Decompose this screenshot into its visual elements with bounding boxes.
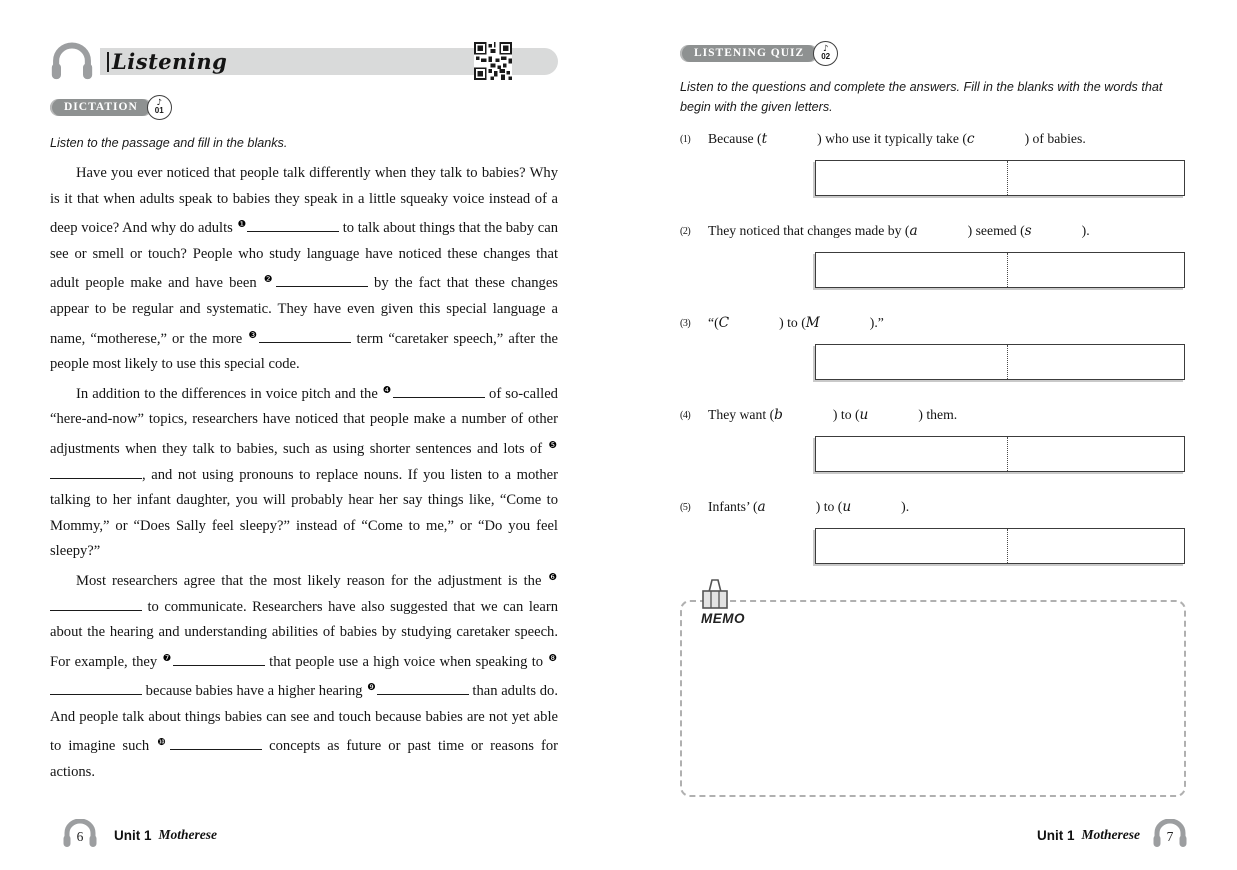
fill-blank-line[interactable] — [377, 682, 469, 695]
blank-number-badge: ❾ — [367, 682, 376, 694]
music-note-icon: ♪ — [822, 43, 829, 54]
question-text: Infants’ (a ) to (u ). — [708, 499, 910, 515]
quiz-question — [680, 498, 1188, 564]
fill-blank-line[interactable] — [173, 653, 265, 666]
blank-number-badge: ❶ — [237, 219, 247, 231]
fill-blank-line[interactable] — [276, 274, 368, 287]
footer-left — [62, 818, 217, 852]
quiz-questions — [680, 130, 1188, 564]
blank-start-letter: u — [842, 499, 852, 515]
question-number: (2) — [680, 226, 691, 237]
blank-start-letter: s — [1024, 223, 1032, 239]
blank-number-badge: ❷ — [263, 274, 275, 286]
answer-box-divider — [1007, 253, 1008, 287]
page-title: Listening — [112, 49, 228, 74]
question-text: They want (b ) to (u ) them. — [708, 407, 958, 423]
memo-label: MEMO — [701, 611, 745, 626]
blank-start-letter: a — [909, 223, 918, 239]
blank-number-badge: ❹ — [382, 384, 392, 396]
quiz-question — [680, 130, 1188, 196]
listening-quiz-label: LISTENING QUIZ — [680, 45, 818, 62]
blank-start-letter: b — [774, 407, 783, 423]
blank-number-badge: ❽ — [548, 652, 557, 664]
fill-blank-line[interactable] — [247, 219, 339, 232]
dictation-section-row — [50, 94, 558, 120]
fill-blank-line[interactable] — [170, 737, 262, 750]
blank-start-letter: c — [966, 131, 975, 147]
quiz-question — [680, 406, 1188, 472]
answer-box[interactable] — [815, 344, 1185, 380]
headphones-icon — [50, 42, 94, 87]
blank-number-badge: ❺ — [548, 439, 557, 451]
quiz-section-row — [680, 40, 1188, 66]
question-number: (5) — [680, 502, 691, 513]
left-page — [50, 40, 558, 830]
quiz-question — [680, 222, 1188, 288]
dictation-label: DICTATION — [50, 99, 152, 116]
answer-box-divider — [1007, 345, 1008, 379]
passage — [50, 161, 558, 786]
answer-box[interactable] — [815, 160, 1185, 196]
listening-header — [50, 40, 558, 86]
music-note-icon: ♪ — [156, 97, 162, 108]
fill-blank-line[interactable] — [259, 330, 351, 343]
blank-start-letter: a — [757, 499, 766, 515]
passage-paragraph: Most researchers agree that the most likely reason for the adjustment is the $^❻$ to communicate. Researchers have also suggested that we can learn about the hearing and understanding abilities of babies by studying caretaker speech. For example, they $^❼$ that people use a high voice when speaking to $^❽$ because babies have a higher hearing $^❾$ than adults do. And people talk about things babies can see and touch because babies are not yet able to imagine such $^❿$ concepts as future or past time or reasons for actions. — [50, 571, 558, 781]
footer-right — [1037, 818, 1188, 852]
blank-number-badge: ❿ — [157, 737, 170, 749]
question-number: (4) — [680, 410, 691, 421]
memo-area[interactable] — [680, 600, 1186, 797]
audio-track-icon — [147, 95, 172, 120]
page-number: 7 — [1166, 829, 1174, 844]
quiz-instruction: Listen to the questions and complete the answers. Fill in the blanks with the words that begin with the given letters. — [680, 80, 1163, 114]
passage-paragraph: In addition to the differences in voice pitch and the $^❹$ of so-called “here-and-now” topics, researchers have noticed that people make a number of other adjustments when they talk to babies, such as using shorter sentences and lots of $^❺$, and not using pronouns to replace nouns. If you listen to a mother talking to her infant daughter, you will probably hear her say things like, “Come to Mommy,” or “Does Sally feel sleepy?” instead of “Come to me,” or “Do you feel sleepy?” — [50, 384, 558, 560]
question-text: Because (t ) who use it typically take (c ) of babies. — [708, 131, 1086, 147]
question-number: (1) — [680, 134, 691, 145]
answer-box[interactable] — [815, 252, 1185, 288]
fill-blank-line[interactable] — [50, 682, 142, 695]
question-text: “(C ) to (M ).” — [708, 315, 884, 331]
blank-number-badge: ❸ — [248, 329, 259, 341]
unit-label: Unit 1 — [1036, 827, 1075, 843]
answer-box-divider — [1007, 437, 1008, 471]
passage-paragraph: Have you ever noticed that people talk differently when they talk to babies? Why is it that when adults speak to babies they speak in a little squeaky voice instead of a deep voice? And why do adults $^❶$ to talk about things that the baby can see or smell or touch? People who study language have noticed these changes that adult people make and have been $^❷$ by the fact that these changes appear to be regular and systematic. They have even given this special language a name, “motherese,” or the more $^❸$ term “caretaker speech,” after the people most likely to use this special code. — [50, 165, 558, 373]
blank-start-letter: t — [761, 131, 768, 147]
qr-code-icon — [474, 42, 512, 80]
title-bar — [100, 48, 558, 75]
question-number: (3) — [680, 318, 691, 329]
unit-title: Motherese — [158, 827, 218, 842]
track-number: 01 — [154, 106, 164, 116]
blank-start-letter: u — [859, 407, 869, 423]
blank-number-badge: ❼ — [162, 652, 172, 664]
blank-number-badge: ❻ — [548, 571, 557, 583]
unit-label: Unit 1 — [114, 827, 152, 843]
page-number-badge — [1152, 819, 1188, 851]
audio-track-icon — [813, 41, 838, 66]
answer-box-divider — [1007, 529, 1008, 563]
blank-start-letter: C — [718, 315, 730, 331]
dictation-instruction: Listen to the passage and fill in the blanks. — [50, 136, 288, 150]
title-caret — [107, 52, 109, 72]
page-number-badge — [62, 819, 98, 851]
quiz-question — [680, 314, 1188, 380]
answer-box-divider — [1007, 161, 1008, 195]
right-page — [680, 40, 1188, 830]
track-number: 02 — [821, 52, 831, 62]
fill-blank-line[interactable] — [393, 385, 485, 398]
answer-box[interactable] — [815, 528, 1185, 564]
unit-title: Motherese — [1081, 827, 1140, 842]
question-text: They noticed that changes made by (a ) seemed (s ). — [708, 223, 1090, 239]
fill-blank-line[interactable] — [50, 466, 142, 479]
blank-start-letter: M — [805, 315, 820, 331]
answer-box[interactable] — [815, 436, 1185, 472]
fill-blank-line[interactable] — [50, 598, 142, 611]
page-number: 6 — [76, 829, 84, 844]
